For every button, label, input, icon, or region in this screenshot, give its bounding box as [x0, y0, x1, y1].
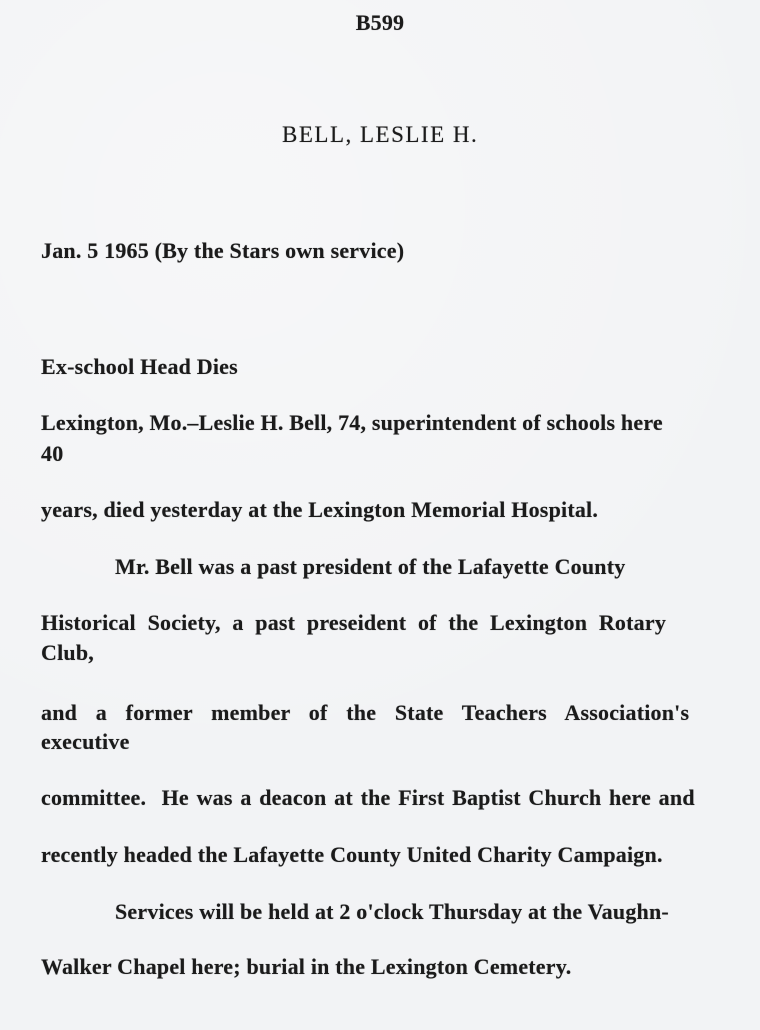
document-line: Walker Chapel here; burial in the Lexington Cemetery.	[41, 954, 572, 979]
dateline: Jan. 5 1965 (By the Stars own service)	[41, 238, 405, 263]
document-line: Lexington, Mo.–Leslie H. Bell, 74, superintendent of schools here	[41, 410, 663, 435]
document-line: Services will be held at 2 o'clock Thursday at the Vaughn-	[115, 899, 669, 924]
catalog-number: B599	[355, 10, 405, 35]
document-line: Historical Society, a past preseident of the Lexington Rotary	[41, 610, 667, 635]
document-title: BELL, LESLIE H.	[282, 122, 479, 147]
document-line: and a former member of the State Teachers Association's	[41, 700, 690, 725]
document-line: recently headed the Lafayette County United Charity Campaign.	[41, 842, 663, 867]
document-line: Club,	[41, 640, 94, 665]
document-line: years, died yesterday at the Lexington Memorial Hospital.	[41, 497, 599, 522]
document-line: committee. He was a deacon at the First Baptist Church here and	[41, 785, 695, 810]
document-line: 40	[41, 441, 64, 466]
document-line: executive	[41, 729, 130, 754]
document-line: Mr. Bell was a past president of the Lafayette County	[115, 554, 626, 579]
headline: Ex-school Head Dies	[41, 354, 238, 379]
